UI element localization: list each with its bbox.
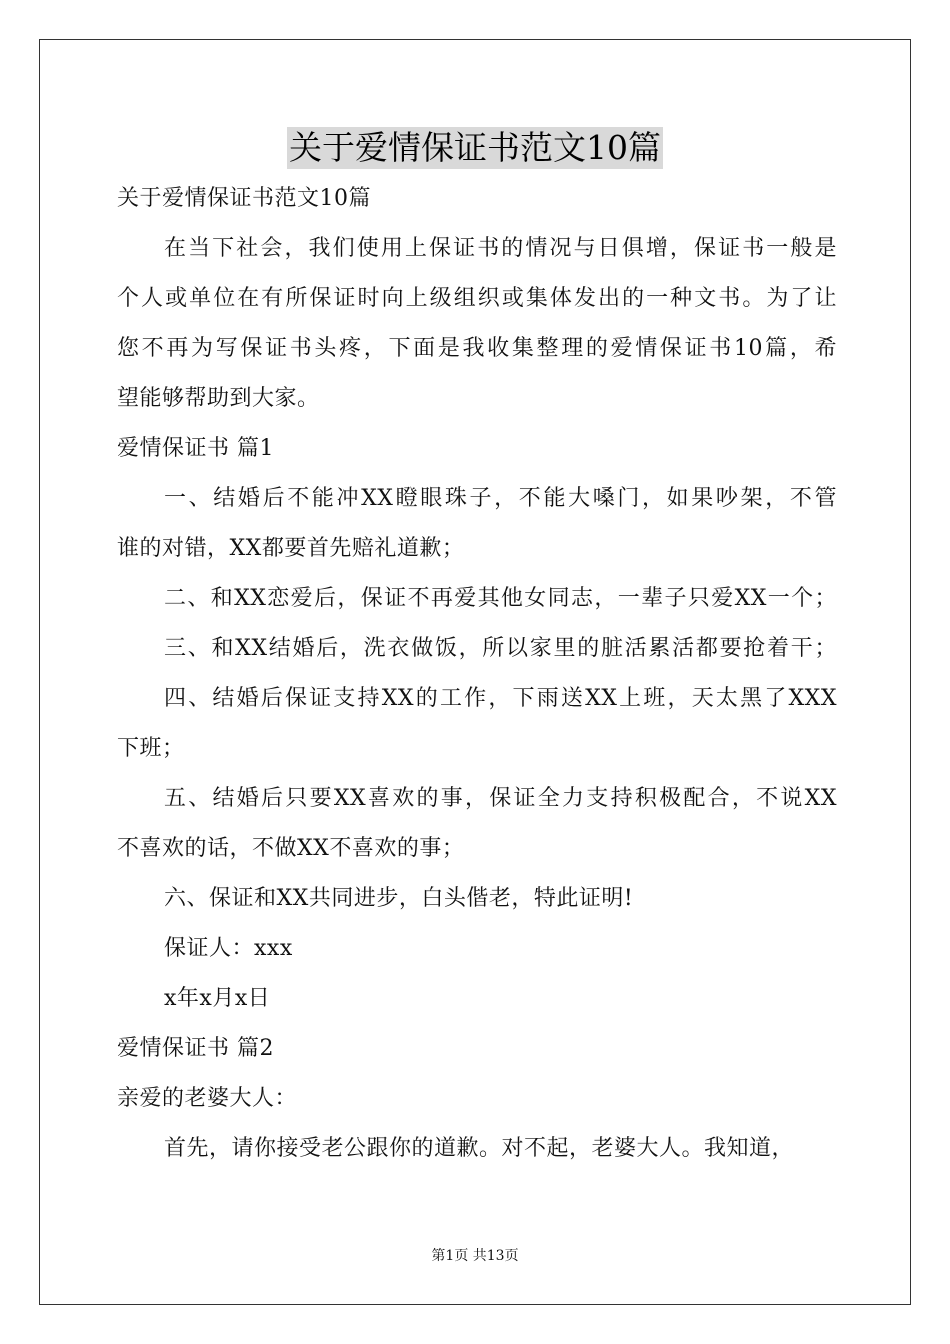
text-line: 您不再为写保证书头疼，下面是我收集整理的爱情保证书10篇，希: [117, 336, 837, 361]
page-footer: 第1页 共13页: [431, 1248, 519, 1264]
text-line: 五、结婚后只要XX喜欢的事，保证全力支持积极配合，不说XX: [164, 786, 837, 811]
text-line: 一、结婚后不能冲XX瞪眼珠子，不能大嗓门，如果吵架，不管: [164, 486, 837, 511]
text-line: 保证人：xxx: [164, 936, 293, 961]
title-container: [0, 127, 950, 169]
text-line: 六、保证和XX共同进步，白头偕老，特此证明!: [164, 886, 634, 911]
text-line: 不喜欢的话，不做XX不喜欢的事；: [117, 836, 465, 861]
text-line: 关于爱情保证书范文10篇: [117, 186, 371, 211]
text-line: 谁的对错，XX都要首先赔礼道歉；: [117, 536, 465, 561]
text-line: 四、结婚后保证支持XX的工作，下雨送XX上班，天太黑了XXX: [164, 686, 837, 711]
text-line: 个人或单位在有所保证时向上级组织或集体发出的一种文书。为了让: [117, 286, 837, 311]
text-line: 三、和XX结婚后，洗衣做饭，所以家里的脏活累活都要抢着干；: [164, 636, 837, 661]
text-line: 在当下社会，我们使用上保证书的情况与日俱增，保证书一般是: [164, 236, 837, 261]
text-line: 爱情保证书 篇2: [117, 1036, 274, 1061]
text-line: x年x月x日: [164, 986, 271, 1011]
text-line: 首先，请你接受老公跟你的道歉。对不起，老婆大人。我知道，: [164, 1136, 795, 1161]
text-line: 下班；: [117, 736, 185, 761]
document-body: [117, 174, 837, 1174]
text-line: 亲爱的老婆大人：: [117, 1086, 298, 1111]
text-line: 爱情保证书 篇1: [117, 436, 274, 461]
text-line: 望能够帮助到大家。: [117, 386, 320, 411]
text-line: 二、和XX恋爱后，保证不再爱其他女同志，一辈子只爱XX一个；: [164, 586, 837, 611]
document-title: 关于爱情保证书范文10篇: [289, 128, 661, 167]
